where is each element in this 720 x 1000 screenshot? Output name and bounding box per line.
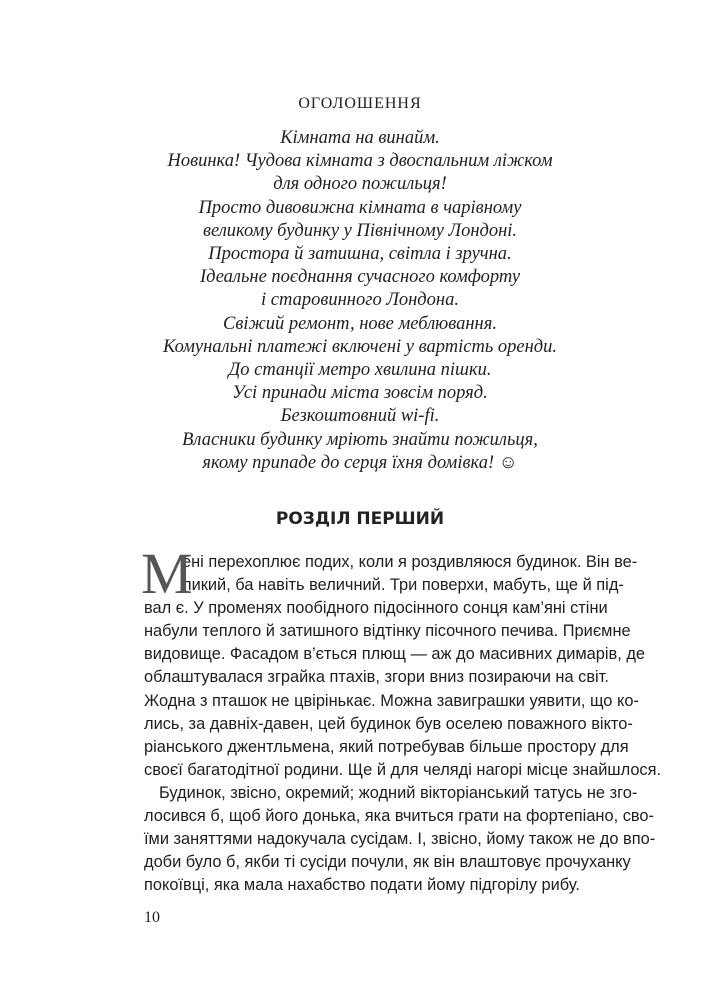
text-line: Жодна з пташок не цвірінькає. Можна завиграшки уявити, що ко- — [144, 691, 639, 710]
announcement-line: До станції метро хвилина пішки. — [228, 360, 492, 381]
announcement-line: для одного пожильця! — [273, 174, 447, 195]
page-number: 10 — [144, 909, 160, 926]
announcement-heading: ОГОЛОШЕННЯ — [298, 95, 422, 112]
text-line: лосився б, щоб його донька, яка вчиться грати на фортепіано, сво- — [144, 807, 654, 826]
announcement-line: якому припаде до серця їхня домівка! ☺ — [202, 452, 518, 473]
announcement-body — [0, 127, 720, 475]
announcement-line: Власники будинку мріють знайти пожильця, — [182, 429, 538, 450]
text-line: видовище. Фасадом в’ється плющ — аж до масивних димарів, де — [144, 645, 646, 664]
text-line: Будинок, звісно, окремий; жодний вікторіанський татусь не зго- — [159, 783, 638, 802]
announcement-line: Ідеальне поєднання сучасного комфорту — [199, 267, 521, 288]
announcement-line: і старовинного Лондона. — [261, 290, 459, 311]
text-line: їми заняттями надокучала сусідам. І, звісно, йому також не до впо- — [144, 830, 656, 849]
announcement-line: великому будинку у Північному Лондоні. — [202, 220, 518, 241]
text-line: лись, за давніх-давен, цей будинок був оселею поважного вікто- — [144, 714, 633, 733]
announcement-line: Безкоштовний wi-fi. — [280, 406, 440, 427]
text-line: своєї багатодітної родини. Ще й для челяді нагорі місце знайшлося. — [144, 760, 662, 779]
chapter-text — [141, 541, 662, 897]
announcement-line: Свіжий ремонт, нове меблювання. — [223, 313, 497, 334]
text-line: набули теплого й затишного відтінку пісочного печива. Приємне — [144, 622, 631, 641]
announcement-line: Простора й затишна, світла і зручна. — [208, 244, 512, 265]
text-line: облаштувалася зграйка птахів, згори вниз позираючи на світ. — [144, 668, 609, 687]
text-line: доби було б, якби ті сусіди почули, як він влаштовує прочуханку — [144, 853, 631, 872]
text-line: ликий, ба навіть величний. Три поверхи, мабуть, ще й під- — [182, 576, 624, 595]
drop-cap-letter: М — [141, 541, 193, 606]
announcement-line: Комунальні платежі включені у вартість оренди. — [162, 336, 557, 357]
text-line: вал є. У променях пообідного підосінного сонця кам’яні стіни — [144, 599, 608, 618]
announcement-line: Просто дивовижна кімната в чарівному — [198, 197, 522, 218]
text-line: покоївці, яка мала нахабство подати йому підгорілу рибу. — [144, 876, 580, 895]
announcement-line: Новинка! Чудова кімната з двоспальним ліжком — [167, 151, 553, 172]
text-line: ріанського джентльмена, який потребував більше простору для — [144, 737, 629, 756]
announcement-line: Кімната на винайм. — [280, 128, 440, 148]
chapter-title: РОЗДІЛ ПЕРШИЙ — [275, 509, 445, 529]
announcement-line: Усі принади міста зовсім поряд. — [232, 383, 488, 404]
text-line: ені перехоплює подих, коли я роздивляюся будинок. Він ве- — [182, 553, 638, 571]
